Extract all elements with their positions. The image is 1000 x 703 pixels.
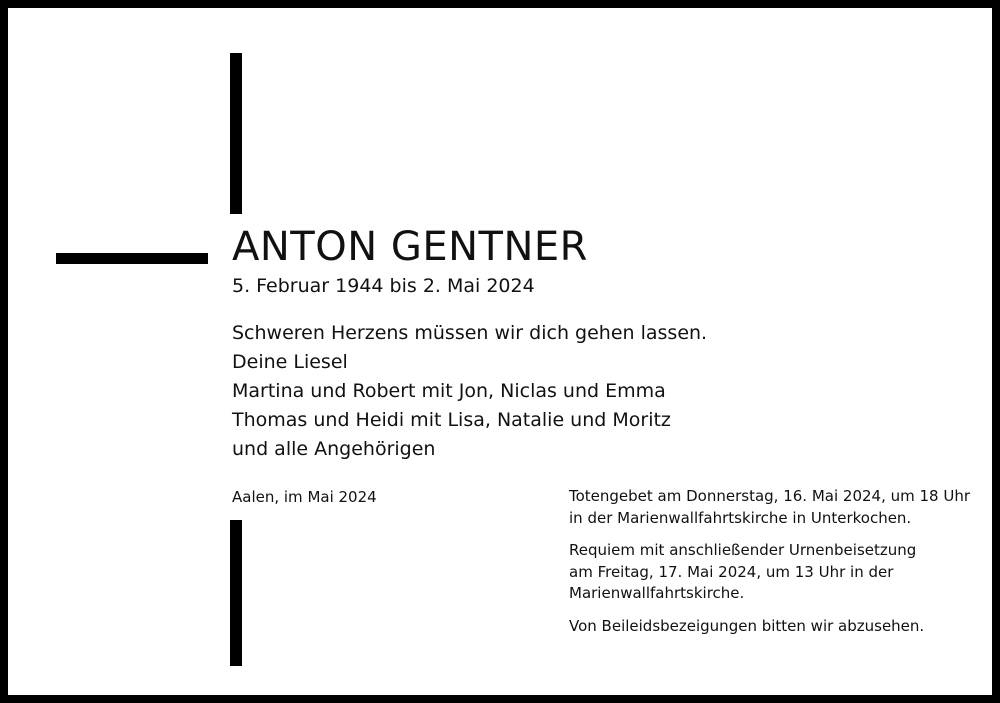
requiem-note bbox=[569, 540, 970, 605]
deceased-name: ANTON GENTNER bbox=[232, 224, 588, 270]
note-line: Requiem mit anschließender Urnenbeisetzung bbox=[569, 541, 917, 559]
service-notes bbox=[569, 486, 970, 648]
note-line: Von Beileidsbezeigungen bitten wir abzusehen. bbox=[569, 616, 925, 635]
mourner-line: Deine Liesel bbox=[232, 351, 348, 373]
farewell-line: Schweren Herzens müssen wir dich gehen lassen. bbox=[232, 322, 708, 344]
note-line: am Freitag, 17. Mai 2024, um 13 Uhr in der bbox=[569, 562, 894, 581]
obituary-notice bbox=[8, 8, 992, 695]
note-line: in der Marienwallfahrtskirche in Unterkochen. bbox=[569, 508, 912, 527]
condolence-note bbox=[569, 616, 970, 638]
mourner-line: Martina und Robert mit Jon, Niclas und Emma bbox=[232, 380, 666, 402]
note-line: Marienwallfahrtskirche. bbox=[569, 584, 745, 602]
place-date: Aalen, im Mai 2024 bbox=[232, 488, 377, 506]
mourners-block bbox=[232, 319, 707, 464]
cross-bottom-bar bbox=[230, 520, 242, 666]
prayer-note bbox=[569, 486, 970, 529]
cross-left-bar bbox=[56, 253, 208, 264]
cross-top-bar bbox=[230, 53, 242, 214]
life-dates: 5. Februar 1944 bis 2. Mai 2024 bbox=[232, 275, 535, 297]
mourner-line: Thomas und Heidi mit Lisa, Natalie und Moritz bbox=[232, 409, 671, 431]
mourner-line: und alle Angehörigen bbox=[232, 438, 436, 460]
note-line: Totengebet am Donnerstag, 16. Mai 2024, um 18 Uhr bbox=[569, 487, 971, 505]
